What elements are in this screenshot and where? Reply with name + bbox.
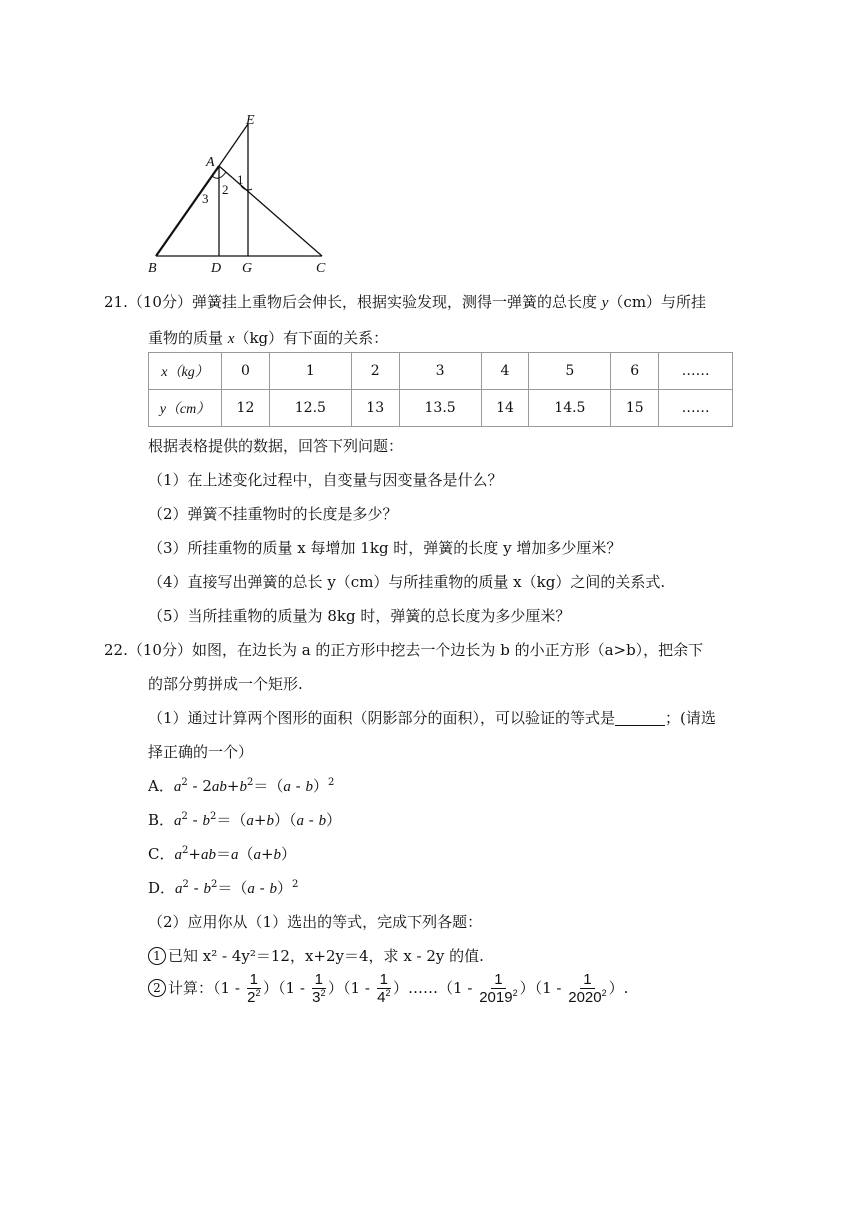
q22-sub1: 1 已知 x² - 4y²＝12，x+2y＝4，求 x - 2y 的值. <box>148 946 484 966</box>
table-row-y <box>149 390 733 427</box>
q22-part2: （2）应用你从（1）选出的等式，完成下列各题： <box>148 913 483 931</box>
q22-part1-cont: 择正确的一个） <box>148 743 254 761</box>
label-b: B <box>148 261 157 276</box>
q21-part5: （5）当所挂重物的质量为 8kg 时，弹簧的总长度为多少厘米？ <box>148 607 571 625</box>
table-cell: 6 <box>611 353 659 390</box>
q21-part1: （1）在上述变化过程中，自变量与因变量各是什么？ <box>148 471 503 489</box>
table-cell: 0 <box>222 353 270 390</box>
segment-ab <box>156 166 219 256</box>
table-cell: 3 <box>399 353 481 390</box>
table-cell: 14.5 <box>529 390 611 427</box>
table-cell: 1 <box>269 353 351 390</box>
data-table <box>148 352 733 427</box>
fraction: $\frac{1}{3^2}$ <box>312 971 326 1006</box>
segment-ae <box>219 124 248 166</box>
q21-stem-line1: 21.（10分）弹簧挂上重物后会伸长，根据实验发现，测得一弹簧的总长度 y（cm）与所挂 <box>104 293 707 311</box>
q21-part2: （2）弹簧不挂重物时的长度是多少？ <box>148 505 398 523</box>
q21-part3: （3）所挂重物的质量 x 每增加 1kg 时，弹簧的长度 y 增加多少厘米？ <box>148 539 622 557</box>
fraction: $\frac{1}{4^2}$ <box>377 971 391 1006</box>
triangle-figure <box>140 108 340 278</box>
table-cell: 13 <box>351 390 399 427</box>
option-a: A．$a^2 - 2ab+b^2=(a - b)^2$ <box>148 777 335 795</box>
table-cell: …… <box>659 353 733 390</box>
option-d: D．$a^2 - b^2=(a - b)^2$ <box>148 879 299 897</box>
label-c: C <box>316 261 326 276</box>
segment-ac <box>219 166 322 256</box>
table-cell: 15 <box>611 390 659 427</box>
table-row-x <box>149 353 733 390</box>
fraction: $\frac{1}{2020^2}$ <box>568 971 607 1006</box>
table-cell: 2 <box>351 353 399 390</box>
label-angle-3: 3 <box>202 191 209 206</box>
table-cell: 14 <box>481 390 529 427</box>
option-b: B．$a^2 - b^2=(a+b)(a - b)$ <box>148 811 342 829</box>
fraction: $\frac{1}{2019^2}$ <box>479 971 518 1006</box>
table-cell: 12 <box>222 390 270 427</box>
label-g: G <box>242 261 253 276</box>
label-e: E <box>246 113 255 128</box>
table-cell: 5 <box>529 353 611 390</box>
q21-part4: （4）直接写出弹簧的总长 y（cm）与所挂重物的质量 x（kg）之间的关系式. <box>148 573 666 591</box>
table-cell: 12.5 <box>269 390 351 427</box>
table-cell: …… <box>659 390 733 427</box>
table-cell: 4 <box>481 353 529 390</box>
label-d: D <box>211 261 222 276</box>
circled-two: 2 <box>148 979 166 997</box>
fraction: $\frac{1}{2^2}$ <box>247 971 261 1006</box>
table-header-x: x（kg） <box>149 353 222 390</box>
table-cell: 13.5 <box>399 390 481 427</box>
q22-sub2: 2 计算：（1 - $\frac{1}{2^2}$ ）（1 - $\frac{1}{3^2}$ ）（1 - $\frac{1}{4^2}$ ）……（1 - $\frac{1}{2019^2}$ ）（1 - $\frac{1}{2020^2}$ ）. <box>148 970 628 1007</box>
q22-stem-line2: 的部分剪拼成一个矩形. <box>148 675 303 693</box>
label-angle-2: 2 <box>222 182 229 197</box>
option-c: C．$a^2+ab=a(a+b)$ <box>148 845 297 863</box>
q22-part1: （1）通过计算两个图形的面积（阴影部分的面积），可以验证的等式是 ；(请选 <box>148 709 716 727</box>
q22-stem-line1: 22.（10分）如图，在边长为 a 的正方形中挖去一个边长为 b 的小正方形（a>b），把余下 <box>104 641 704 659</box>
q21-intro: 根据表格提供的数据，回答下列问题： <box>148 437 404 455</box>
label-a: A <box>206 155 215 170</box>
q21-stem-line2: 重物的质量 x（kg）有下面的关系： <box>148 329 389 347</box>
circled-one: 1 <box>148 947 166 965</box>
table-header-y: y（cm） <box>149 390 222 427</box>
label-angle-1: 1 <box>237 172 244 187</box>
answer-blank <box>615 709 665 726</box>
